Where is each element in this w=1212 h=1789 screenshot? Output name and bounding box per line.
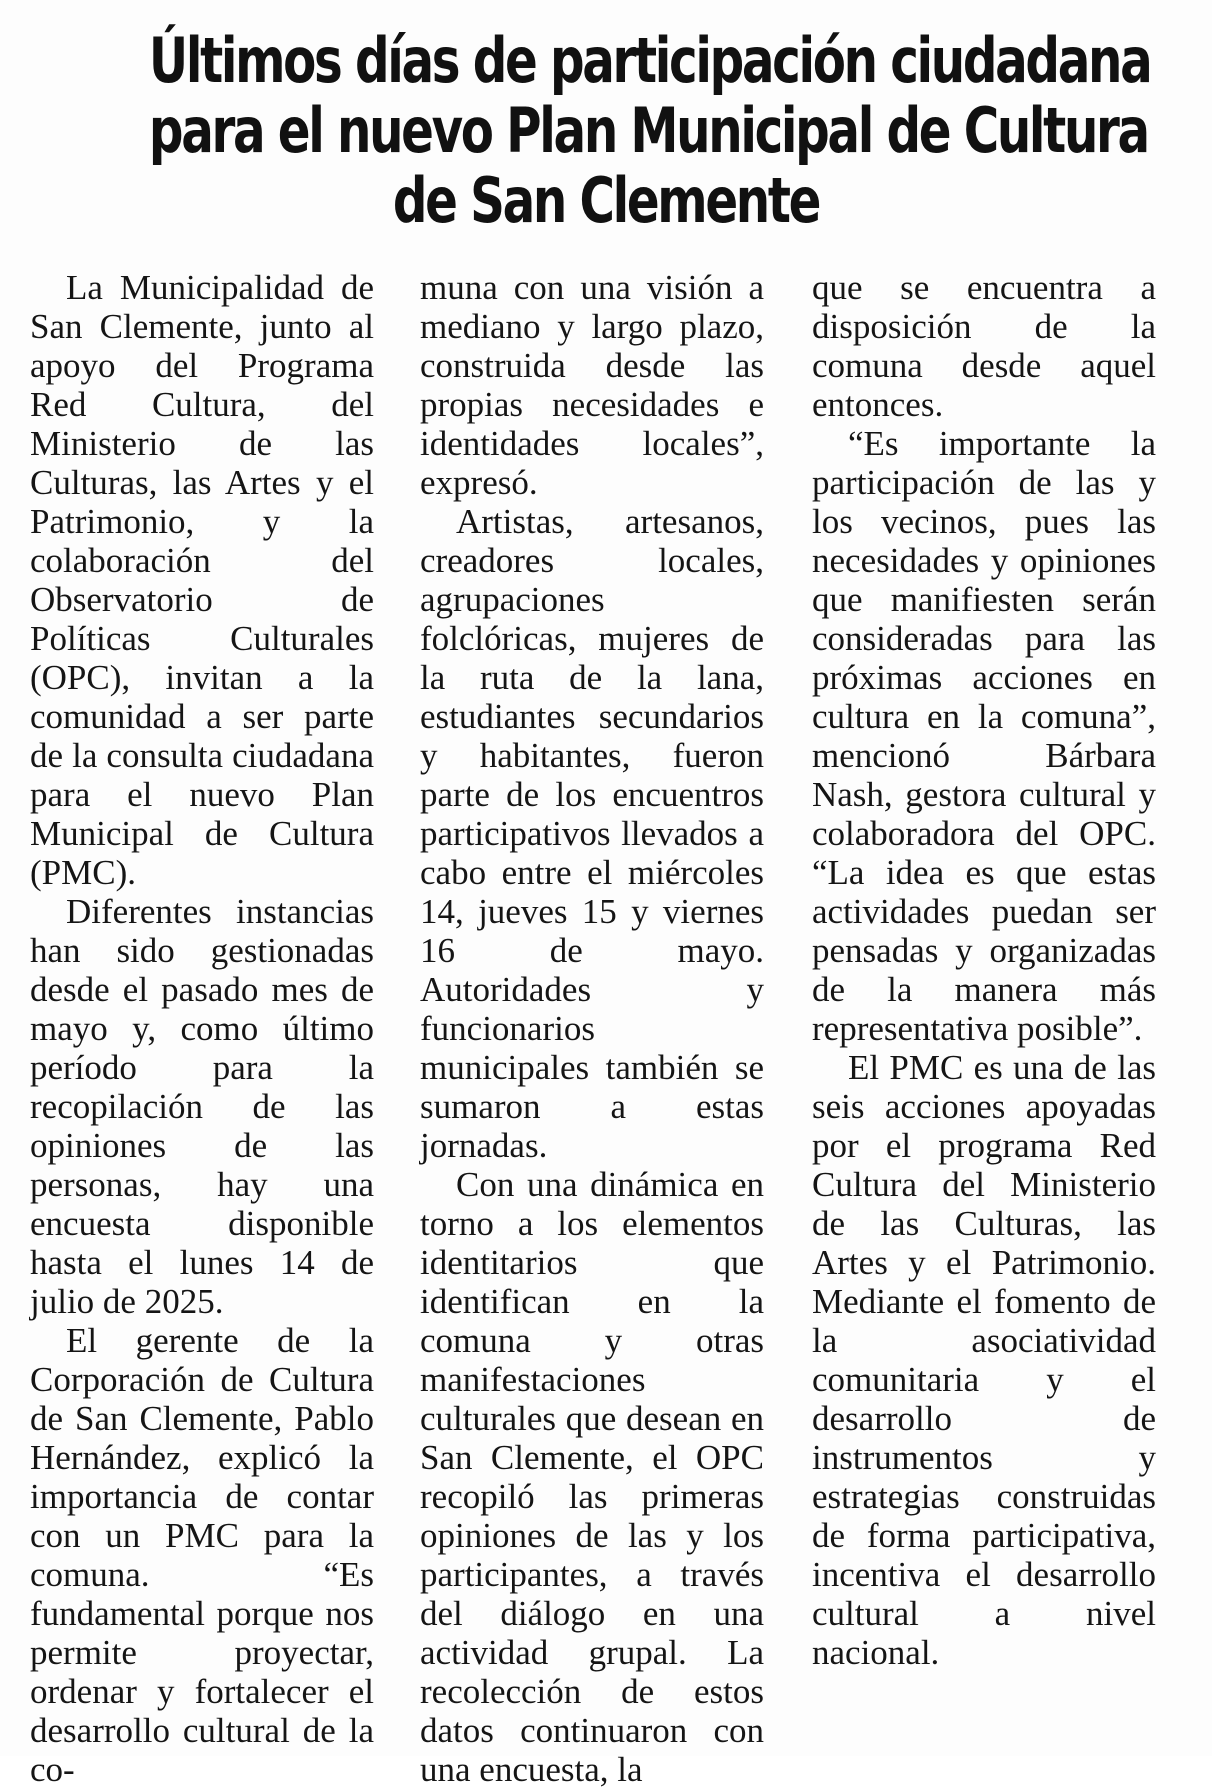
body-paragraph: Diferentes instancias han sido gestionadas desde el pasado mes de mayo y, como último período para la recopilación de las opiniones de las personas, hay una encuesta disponible hasta el lunes 14 de julio de 2025.	[30, 892, 374, 1321]
body-paragraph: muna con una visión a mediano y largo plazo, construida desde las propias necesidades e identidades locales”, expresó.	[420, 268, 764, 502]
body-paragraph: El PMC es una de las seis acciones apoyadas por el programa Red Cultura del Ministerio de las Culturas, las Artes y el Patrimonio. Mediante el fomento de la asociatividad comunitaria y el desarrollo de instrumentos y estrategias construidas de forma participativa, incentiva el desarrollo cultural a nivel nacional.	[812, 1048, 1156, 1672]
body-paragraph: La Municipalidad de San Clemente, junto al apoyo del Programa Red Cultura, del Ministerio de las Culturas, las Artes y el Patrimonio, y la colaboración del Observatorio de Políticas Culturales (OPC), invitan a la comunidad a ser parte de la consulta ciudadana para el nuevo Plan Municipal de Cultura (PMC).	[30, 268, 374, 892]
headline-line-1: Últimos días de participación ciudadana	[148, 24, 1151, 97]
article-headline	[148, 24, 1151, 237]
body-paragraph: “Es importante la participación de las y los vecinos, pues las necesidades y opiniones que manifiesten serán consideradas para las próximas acciones en cultura en la comuna”, mencionó Bárbara Nash, gestora cultural y colaboradora del OPC. “La idea es que estas actividades puedan ser pensadas y organizadas de la manera más representativa posible”.	[812, 424, 1156, 1048]
headline-line-3: de San Clemente	[392, 164, 820, 237]
body-paragraph: El gerente de la Corporación de Cultura de San Clemente, Pablo Hernández, explicó la importancia de contar con un PMC para la comuna. “Es fundamental porque nos permite proyectar, ordenar y fortalecer el desarrollo cultural de la co-	[30, 1321, 374, 1789]
headline-line-2: para el nuevo Plan Municipal de Cultura	[148, 94, 1148, 167]
body-paragraph: que se encuentra a disposición de la comuna desde aquel entonces.	[812, 268, 1156, 424]
article-column-2	[420, 268, 764, 1789]
article-column-1	[30, 268, 374, 1789]
body-paragraph: Artistas, artesanos, creadores locales, agrupaciones folclóricas, mujeres de la ruta de la lana, estudiantes secundarios y habitantes, fueron parte de los encuentros participativos llevados a cabo entre el miércoles 14, jueves 15 y viernes 16 de mayo. Autoridades y funcionarios municipales también se sumaron a estas jornadas.	[420, 502, 764, 1165]
body-paragraph: Con una dinámica en torno a los elementos identitarios que identifican en la comuna y otras manifestaciones culturales que desean en San Clemente, el OPC recopiló las primeras opiniones de las y los participantes, a través del diálogo en una actividad grupal. La recolección de estos datos continuaron con una encuesta, la	[420, 1165, 764, 1789]
article-column-3	[812, 268, 1156, 1672]
